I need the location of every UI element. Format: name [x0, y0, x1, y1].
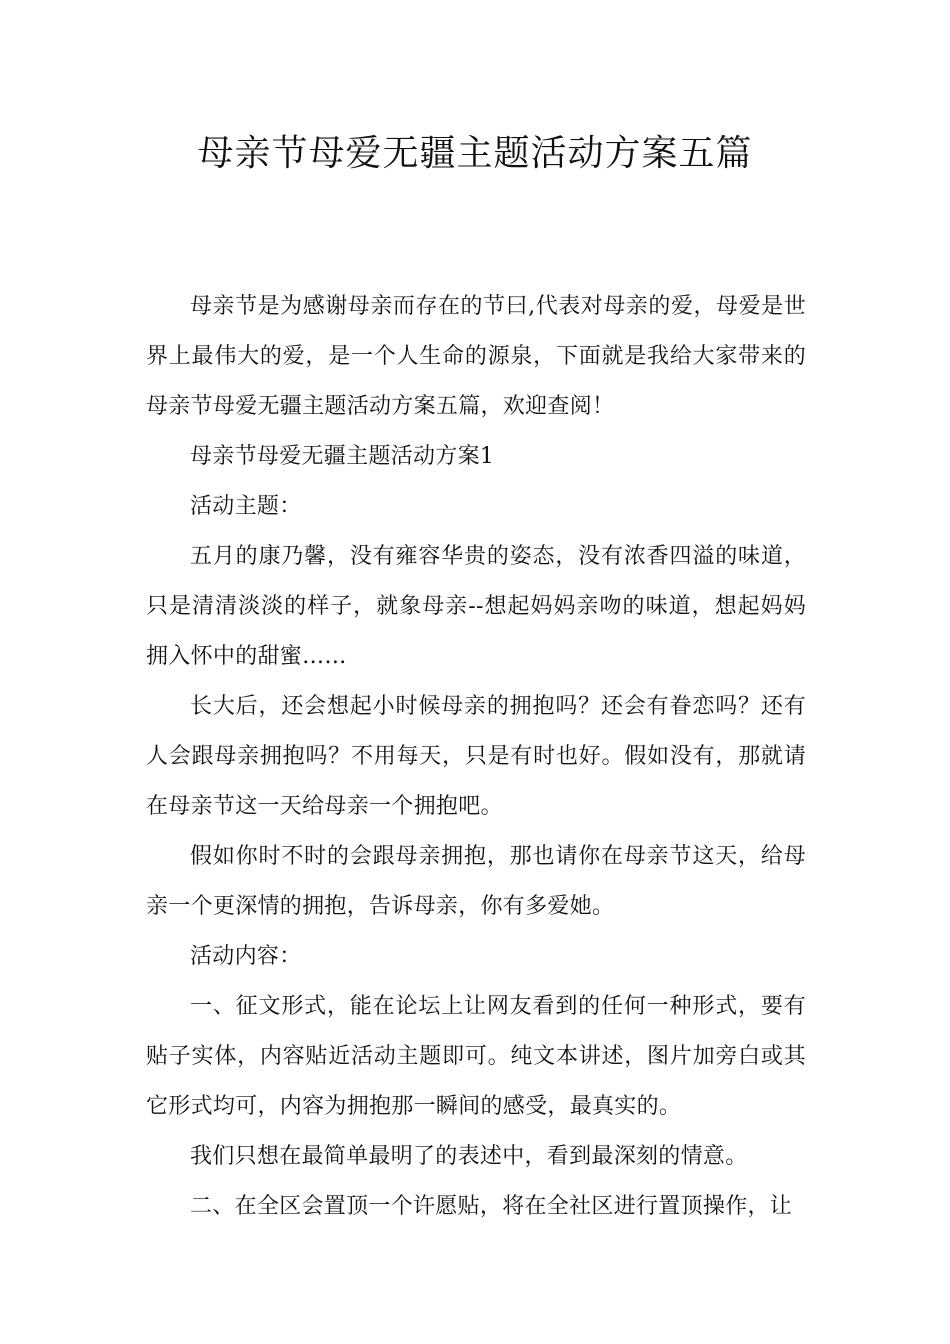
body-paragraph: 一、征文形式，能在论坛上让网友看到的任何一种形式，要有贴子实体，内容贴近活动主题即可。纯文本讲述，图片加旁白或其它形式均可，内容为拥抱那一瞬间的感受，最真实的。: [146, 994, 806, 1119]
document-title: 母亲节母爱无疆主题活动方案五篇: [197, 133, 753, 174]
document-body: [146, 282, 806, 1232]
body-paragraph: 二、在全区会置顶一个许愿贴，将在全社区进行置顶操作，让: [190, 1194, 793, 1219]
intro-paragraph: 母亲节是为感谢母亲而存在的节曰,代表对母亲的爱，母爱是世界上最伟大的爱，是一个人生命的源泉，下面就是我给大家带来的母亲节母爱无疆主题活动方案五篇，欢迎查阅！: [146, 294, 806, 419]
body-paragraph: 我们只想在最简单最明了的表述中，看到最深刻的情意。: [190, 1144, 748, 1169]
body-paragraph: 长大后，还会想起小时候母亲的拥抱吗？还会有眷恋吗？还有人会跟母亲拥抱吗？不用每天，只是有时也好。假如没有，那就请在母亲节这一天给母亲一个拥抱吧。: [146, 694, 806, 819]
activity-theme-label: 活动主题：: [190, 494, 302, 519]
body-paragraph: 五月的康乃馨，没有雍容华贵的姿态，没有浓香四溢的味道，只是清清淡淡的样子，就象母亲--想起妈妈亲吻的味道，想起妈妈拥入怀中的甜蜜……: [146, 544, 806, 669]
section-heading: 母亲节母爱无疆主题活动方案1: [190, 444, 495, 469]
body-paragraph: 假如你时不时的会跟母亲拥抱，那也请你在母亲节这天，给母亲一个更深情的拥抱，告诉母亲，你有多爱她。: [146, 844, 806, 919]
activity-content-label: 活动内容：: [190, 944, 302, 969]
